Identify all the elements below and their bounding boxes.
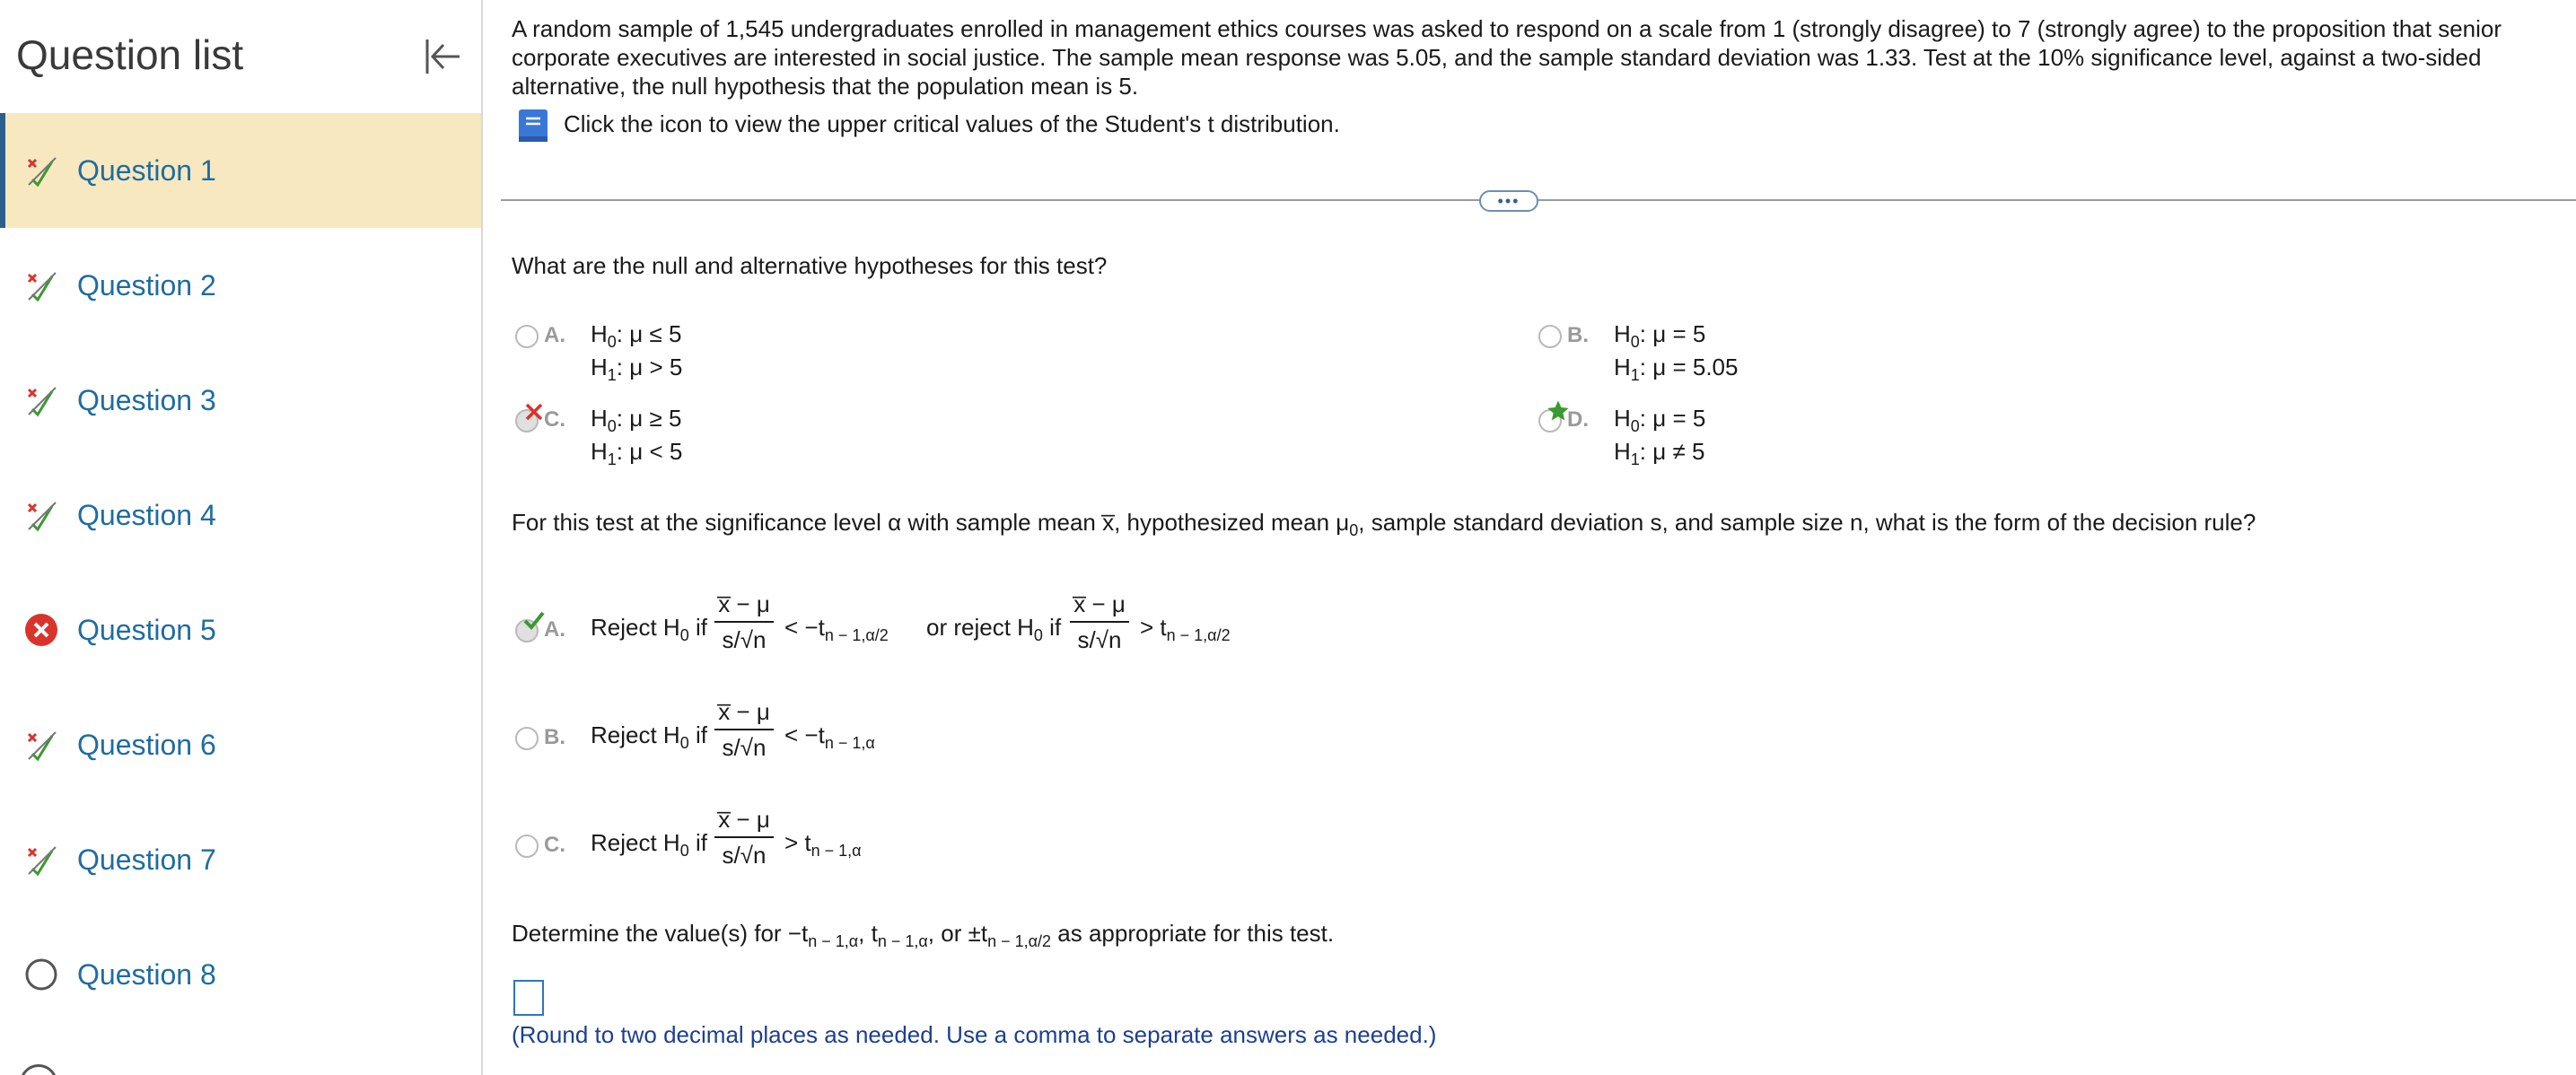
empty-circle-icon [23, 957, 59, 992]
reject-label: Reject $H_0$ if [591, 614, 707, 644]
question-item-7[interactable] [0, 802, 479, 917]
question-label: Question 1 [77, 153, 216, 187]
test-statistic-fraction: x̅ − μ s/√n [714, 804, 774, 870]
book-icon[interactable] [515, 106, 551, 145]
option-letter: C. [544, 833, 565, 857]
option-letter: B. [544, 725, 565, 749]
correct-check-icon [522, 610, 546, 630]
part1-option-a-h0: $H_0$: μ ≤ 5 [591, 320, 682, 351]
part2-question: For this test at the significance level α with sample mean x̅, hypothesized mean $\mu_0$, sample standard deviation s, and sample size n, what is the form of the decision rule? [512, 509, 2256, 539]
part3-question: Determine the value(s) for $-t_{n - 1,\alpha}$, $t_{n - 1,\alpha}$, or $\pm t_{n - 1,\alpha/2}$ as appropriate for this test. [512, 920, 1335, 950]
question-label: Question 4 [77, 498, 216, 531]
part2-option-c-radio[interactable] [515, 835, 539, 858]
partial-credit-icon [23, 727, 59, 763]
sidebar-title: Question list [16, 31, 244, 78]
test-statistic-fraction: x̅ − μ s/√n [714, 589, 774, 655]
section-divider [501, 199, 2576, 201]
part1-option-a-radio[interactable] [515, 325, 539, 348]
incorrect-x-icon [524, 402, 544, 422]
option-letter: B. [1567, 323, 1589, 347]
problem-statement: A random sample of 1,545 undergraduates enrolled in management ethics courses was asked to respond on a scale from 1 (strongly disagree) to 7 (strongly agree) to the proposition that senior corporate executives are interested in social justice. The sample mean response was 5.05, and the sample standard deviation was 1.33. Test at the 10% significance level, against a two-sided alternative, the null hypothesis that the population mean is 5. [512, 15, 2502, 100]
question-label: Question 7 [77, 843, 216, 876]
option-letter: A. [544, 617, 565, 642]
partial-credit-icon [23, 497, 59, 533]
part1-option-b-radio[interactable] [1538, 325, 1562, 348]
rounding-hint: (Round to two decimal places as needed. Use a comma to separate answers as needed.) [512, 1021, 1437, 1048]
question-label: Question 5 [77, 613, 216, 646]
part2-option-b-radio[interactable] [515, 727, 539, 750]
question-item-2[interactable] [0, 228, 479, 343]
question-item-3[interactable] [0, 343, 479, 458]
question-label: Question 8 [77, 957, 216, 991]
partial-credit-icon [23, 153, 59, 188]
part1-option-d-h0: $H_0$: μ = 5 [1614, 405, 1706, 435]
question-label: Question 2 [77, 268, 216, 302]
comparison-left: < $-t_{n - 1,\alpha}$ [784, 721, 875, 752]
comparison-right: > $t_{n - 1,\alpha}$ [784, 829, 862, 860]
reject-label: Reject $H_0$ if [591, 829, 707, 860]
question-content [483, 0, 2576, 1075]
part1-option-d-h1: $H_1$: μ ≠ 5 [1614, 438, 1705, 468]
part1-option-b-h0: $H_0$: μ = 5 [1614, 320, 1706, 351]
book-caption: Click the icon to view the upper critical values of the Student's t distribution. [564, 110, 1340, 137]
answer-input[interactable] [513, 980, 544, 1016]
part1-question: What are the null and alternative hypotheses for this test? [512, 252, 1108, 279]
partial-credit-icon [23, 382, 59, 418]
reject-label: Reject $H_0$ if [591, 721, 707, 752]
question-item-8[interactable] [0, 917, 479, 1032]
question-item-5[interactable] [0, 572, 479, 687]
partial-credit-icon [23, 267, 59, 303]
question-item-4[interactable] [0, 458, 479, 572]
question-item-6[interactable] [0, 687, 479, 802]
option-letter: A. [544, 323, 565, 347]
part1-option-b-h1: $H_1$: μ = 5.05 [1614, 354, 1739, 384]
comparison-right: > $t_{n - 1,\alpha/2}$ [1140, 614, 1231, 644]
expand-button[interactable]: ••• [1479, 190, 1538, 212]
test-statistic-fraction: x̅ − μ s/√n [714, 696, 774, 763]
incorrect-icon [23, 612, 59, 648]
comparison-left: < $-t_{n - 1,\alpha/2}$ [784, 614, 889, 644]
or-reject-label: or reject $H_0$ if [926, 614, 1062, 644]
option-letter: C. [544, 407, 565, 432]
question-label: Question 6 [77, 728, 216, 761]
question-label: Question 3 [77, 383, 216, 416]
question-item-1[interactable] [0, 113, 483, 228]
question-list-sidebar [0, 0, 483, 1075]
option-letter: D. [1567, 407, 1589, 432]
part1-option-c-h0: $H_0$: μ ≥ 5 [591, 405, 682, 435]
partial-credit-icon [23, 842, 59, 878]
part1-option-a-h1: $H_1$: μ > 5 [591, 354, 683, 384]
next-question-peek [20, 1064, 57, 1075]
test-statistic-fraction: x̅ − μ s/√n [1070, 589, 1129, 655]
part1-option-c-h1: $H_1$: μ < 5 [591, 438, 683, 468]
collapse-left-icon[interactable] [418, 32, 467, 81]
